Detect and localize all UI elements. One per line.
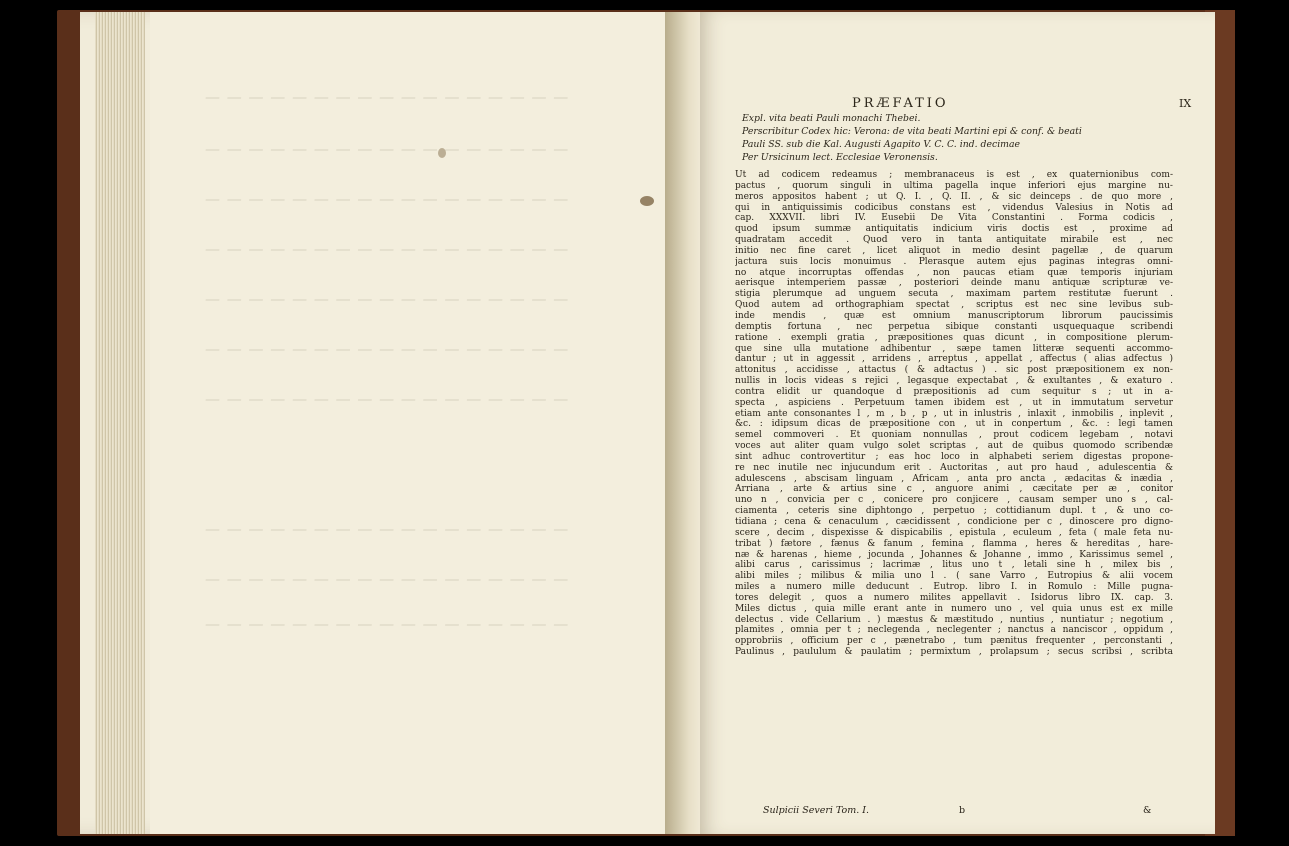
text-line: voces aut aliter quam vulgo solet scriptas , aut de quibus quomodo scribendæ xyxy=(735,441,1173,452)
body-text xyxy=(735,170,1173,658)
colophon-line: Per Ursicinum lect. Ecclesiae Veronensis. xyxy=(742,152,938,163)
page-number: IX xyxy=(1179,97,1192,110)
text-line: stigia plerumque ad unguem secuta , maximam partem restitutæ fuerunt . xyxy=(735,289,1173,300)
text-line: scere , decim , dispexisse & dispicabilis , epistula , eculeum , feta ( male feta nu- xyxy=(735,527,1173,538)
text-line: demptis fortuna , nec perpetua sibique constanti usquequaque scribendi xyxy=(735,321,1173,332)
text-line: uno n , convicia per c , conicere pro conjicere , causam semper uno s , cal- xyxy=(735,495,1173,506)
text-line: Paulinus , paululum & paulatim ; permixtum , prolapsum ; secus scribsi , scribta xyxy=(735,647,1173,658)
text-line: quod ipsum summæ antiquitatis indicium viris doctis est , proxime ad xyxy=(735,224,1173,235)
page-edges xyxy=(95,12,145,834)
text-line: nullis in locis videas s rejici , legasque expectabat , & exultantes , & exaturo . xyxy=(735,376,1173,387)
text-line: Quod autem ad orthographiam spectat , scriptus est nec sine levibus sub- xyxy=(735,300,1173,311)
text-line: adulescens , abscisam linguam , Africam , anta pro ancta , ædacitas & inædia , xyxy=(735,473,1173,484)
text-line: opprobriis , officium per c , pænetrabo , tum pænitus frequenter , perconstanti , xyxy=(735,636,1173,647)
text-line: ratione . exempli gratia , præpositiones quas dicunt , in compositione plerum- xyxy=(735,332,1173,343)
text-line: tores delegit , quos a numero milites appellavit . Isidorus libro IX. cap. 3. xyxy=(735,592,1173,603)
text-line: Miles dictus , quia mille erant ante in numero uno , vel quia unus est ex mille xyxy=(735,603,1173,614)
ink-spot xyxy=(640,196,654,206)
show-through-line: — — — — — — — — — — — — — — — — — xyxy=(205,570,570,588)
text-line: tribat ) fætore , fænus & fanum , femina , flamma , heres & hereditas , hare- xyxy=(735,538,1173,549)
text-line: no atque incorruptas offendas , non paucas etiam quæ temporis injuriam xyxy=(735,267,1173,278)
text-line: miles a numero mille deducunt . Eutrop. libro I. in Romulo : Mille pugna- xyxy=(735,582,1173,593)
colophon-line: Pauli SS. sub die Kal. Augusti Agapito V. C. C. ind. decimae xyxy=(742,139,1021,150)
text-line: qui in antiquissimis codicibus constans est , videndus Valesius in Notis ad xyxy=(735,202,1173,213)
text-line: contra elidit ur quandoque d præpositionis ad cum sequitur s ; ut in a- xyxy=(735,386,1173,397)
show-through-line: — — — — — — — — — — — — — — — — — xyxy=(205,88,570,106)
text-line: semel commoveri . Et quoniam nonnullas , prout codicem legebam , notavi xyxy=(735,430,1173,441)
text-line: tidiana ; cena & cenaculum , cæcidissent , condicione per c , dinoscere pro digno- xyxy=(735,517,1173,527)
text-line: cap. XXXVII. libri IV. Eusebii De Vita Constantini . Forma codicis , xyxy=(735,213,1173,224)
colophon-line: Perscribitur Codex hic: Verona: de vita beati Martini epi & conf. & beati xyxy=(742,126,1082,137)
signature-mark: b xyxy=(959,805,966,816)
text-line: plamites , omnia per t ; neclegenda , neclegenter ; nanctus a nanciscor , oppidum , xyxy=(735,625,1173,636)
show-through-line: — — — — — — — — — — — — — — — — — xyxy=(205,615,570,633)
text-line: dantur ; ut in aggessit , arridens , arreptus , appellat , affectus ( alias adfectus ) xyxy=(735,354,1173,365)
text-line: næ & harenas , hieme , jocunda , Johannes & Johanne , immo , Karissimus semel , xyxy=(735,549,1173,560)
text-line: delectus . vide Cellarium . ) mæstus & mæstitudo , nuntius , nuntiatur ; negotium , xyxy=(735,614,1173,625)
text-line: etiam ante consonantes l , m , b , p , ut in inlustris , inlaxit , inmobilis , inplevit , xyxy=(735,408,1173,419)
text-line: pactus , quorum singuli in ultima pagella inque inferiori ejus margine nu- xyxy=(735,180,1173,191)
show-through-line: — — — — — — — — — — — — — — — — — xyxy=(205,240,570,258)
text-line: initio nec fine caret , licet aliquot in medio desint pagellæ , de quarum xyxy=(735,245,1173,256)
text-line: quadratam accedit . Quod vero in tanta antiquitate mirabile est , nec xyxy=(735,235,1173,246)
left-page-surface xyxy=(150,12,670,834)
catchword: & xyxy=(1143,805,1152,816)
text-line: re nec inutile nec injucundum erit . Auctoritas , aut pro haud , adulescentia & xyxy=(735,462,1173,473)
text-line: alibi miles ; milibus & milia uno l . ( sane Varro , Eutropius & alii vocem xyxy=(735,571,1173,582)
running-head: PRÆFATIO xyxy=(852,96,949,111)
show-through-line: — — — — — — — — — — — — — — — — — xyxy=(205,290,570,308)
text-line: Ut ad codicem redeamus ; membranaceus is est , ex quaternionibus com- xyxy=(735,170,1173,180)
gutter xyxy=(665,12,705,834)
text-line: attonitus , accidisse , attactus ( & adtactus ) . sic post præpositionem ex non- xyxy=(735,365,1173,376)
footer-title: Sulpicii Severi Tom. I. xyxy=(763,805,870,816)
text-line: Arriana , arte & artius sine c , anguore animi , cæcitate per æ , conitor xyxy=(735,484,1173,495)
ink-spot xyxy=(438,148,446,158)
show-through-line: — — — — — — — — — — — — — — — — — xyxy=(205,390,570,408)
show-through-line: — — — — — — — — — — — — — — — — — xyxy=(205,140,570,158)
show-through-line: — — — — — — — — — — — — — — — — — xyxy=(205,340,570,358)
text-line: aerisque intemperiem passæ , posteriori deinde manu antiquæ scripturæ ve- xyxy=(735,278,1173,289)
text-line: meros appositos habent ; ut Q. I. , Q. II. , & sic deinceps . de quo more , xyxy=(735,191,1173,202)
text-line: sint adhuc controvertitur ; eas hoc loco in alphabeti seriem digestas propone- xyxy=(735,451,1173,462)
text-line: ciamenta , ceteris sine diphtongo , perpetuo ; cottidianum dupl. t , & uno co- xyxy=(735,506,1173,517)
text-line: alibi carus , carissimus ; lacrimæ , litus uno t , letali sine h , milex bis , xyxy=(735,560,1173,571)
text-line: que sine ulla mutatione adhibentur , sæpe tamen litteræ sequenti accommo- xyxy=(735,343,1173,354)
text-line: jactura suis locis monuimus . Plerasque autem ejus paginas integras omni- xyxy=(735,256,1173,267)
colophon-line: Expl. vita beati Pauli monachi Thebei. xyxy=(742,113,921,124)
text-line: specta , aspiciens . Perpetuum tamen ibidem est , ut in immutatum servetur xyxy=(735,397,1173,408)
text-line: &c. : idipsum dicas de præpositione con , ut in conpertum , &c. : legi tamen xyxy=(735,419,1173,430)
show-through-line: — — — — — — — — — — — — — — — — — xyxy=(205,520,570,538)
show-through-line: — — — — — — — — — — — — — — — — — xyxy=(205,190,570,208)
text-line: inde mendis , quæ est omnium manuscriptorum librorum paucissimis xyxy=(735,310,1173,321)
